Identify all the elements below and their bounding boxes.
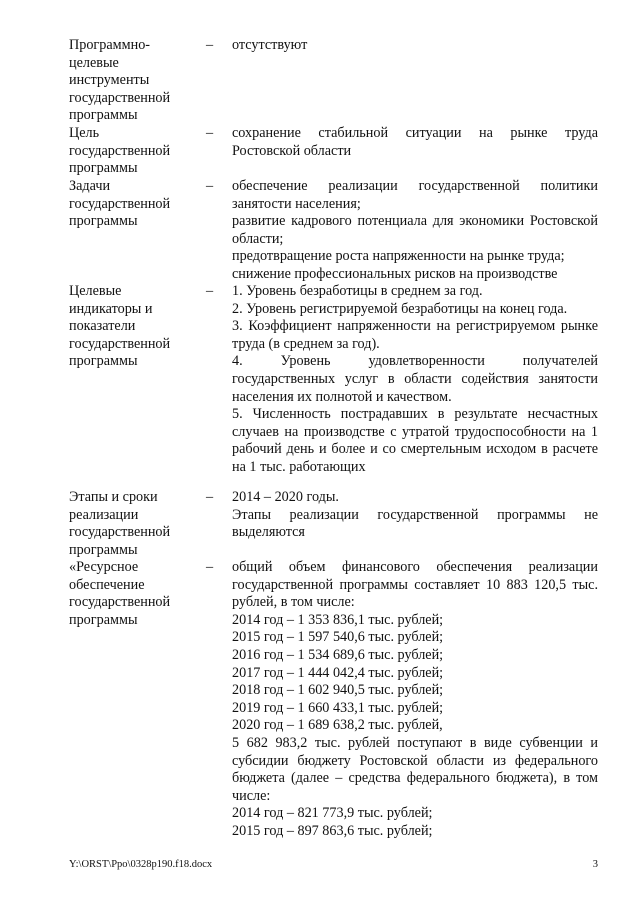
row-value [232,489,598,542]
row-dash: – [206,489,214,505]
row-dash: – [206,178,214,194]
value-paragraph: 2. Уровень регистрируемой безработицы на конец года. [232,300,568,317]
value-paragraph: 3. Коэффициент напряженности на регистрируемом рынке труда (в среднем за год). [232,318,598,352]
value-paragraph: отсутствуют [232,37,308,53]
row-label: Задачи государственной программы [69,178,171,230]
row-label: Этапы и сроки реализации государственной программы [69,489,171,558]
value-paragraph: Этапы реализации государственной программы не выделяются [232,506,598,541]
row-value [232,283,598,477]
value-paragraph: 2018 год – 1 602 940,5 тыс. рублей; [232,682,444,699]
value-paragraph: 2014 год – 821 773,9 тыс. рублей; [232,805,433,822]
value-paragraph: 2015 год – 897 863,6 тыс. рублей; [232,822,433,839]
row-label: Целевые индикаторы и показатели государственной программы [69,283,171,370]
row-value [232,178,598,284]
row-dash: – [206,37,214,53]
footer-file-path: Y:\ORST\Ppo\0328p190.f18.docx [69,859,213,870]
footer-page-number: 3 [592,859,598,870]
value-paragraph: 2014 год – 1 353 836,1 тыс. рублей; [232,611,444,628]
value-paragraph: общий объем финансового обеспечения реализации государственной программы составляет 10 883 120,5 тыс. рублей, в том числе: [232,559,598,611]
value-paragraph: предотвращение роста напряженности на рынке труда; [232,248,565,265]
value-paragraph: снижение профессиональных рисков на производстве [232,265,558,282]
value-paragraph: 5 682 983,2 тыс. рублей поступают в виде субвенции и субсидии бюджету Ростовской области из федерального бюджета (далее – средства федерального бюджета), в том числе: [232,734,598,804]
value-paragraph: 5. Численность пострадавших в результате несчастных случаев на производстве с утратой трудоспособности на 1 рабочий день и более и со смертельным исходом в расчете на 1 тыс. работающих [232,406,598,475]
value-paragraph: сохранение стабильной ситуации на рынке труда Ростовской области [232,125,598,159]
row-label: «Ресурсное обеспечение государственной программы [69,559,171,628]
value-paragraph: 2019 год – 1 660 433,1 тыс. рублей; [232,699,444,716]
value-paragraph: 2017 год – 1 444 042,4 тыс. рублей; [232,664,444,681]
value-paragraph: развитие кадрового потенциала для экономики Ростовской области; [232,213,598,247]
value-paragraph: 2020 год – 1 689 638,2 тыс. рублей, [232,717,443,734]
value-paragraph: 2016 год – 1 534 689,6 тыс. рублей; [232,646,444,663]
row-dash: – [206,283,214,299]
value-paragraph: 1. Уровень безработицы в среднем за год. [232,283,483,299]
row-dash: – [206,125,214,141]
row-value [232,559,598,841]
row-label: Цель государственной программы [69,125,171,177]
row-dash: – [206,559,214,575]
row-value [232,125,598,160]
value-paragraph: 4. Уровень удовлетворенности получателей государственных услуг в области содействия занятости населения их полнотой и качеством. [232,353,598,405]
row-value [232,37,598,55]
value-paragraph: 2014 – 2020 годы. [232,489,339,505]
row-label: Программно-целевые инструменты государственной программы [69,37,171,124]
value-paragraph: обеспечение реализации государственной политики занятости населения; [232,178,598,212]
value-paragraph: 2015 год – 1 597 540,6 тыс. рублей; [232,629,444,646]
